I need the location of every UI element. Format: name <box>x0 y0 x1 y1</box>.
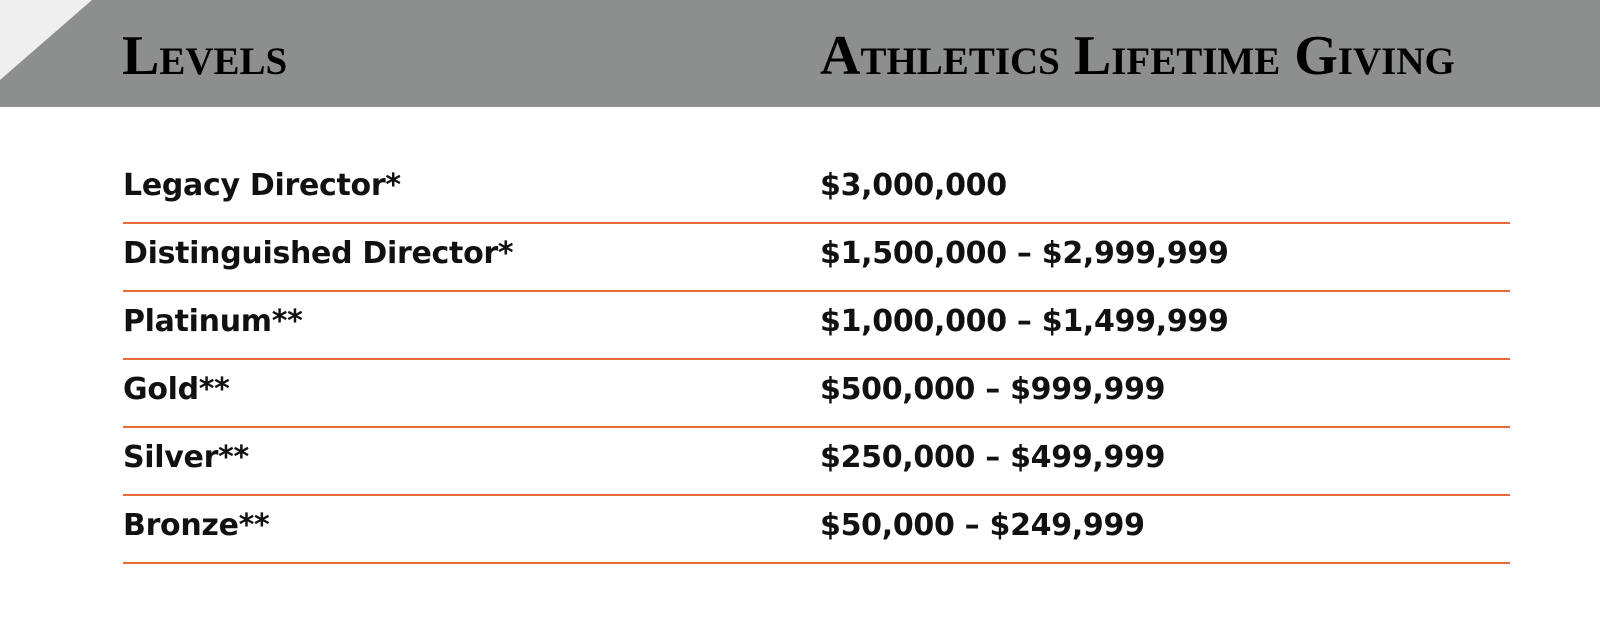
level-row-distinguished-director <box>123 224 1510 292</box>
level-row-platinum <box>123 292 1510 360</box>
level-name: Distinguished Director* <box>123 236 514 271</box>
level-name: Bronze** <box>123 508 270 543</box>
level-name: Silver** <box>123 440 249 475</box>
level-giving-range: $250,000 – $499,999 <box>820 440 1166 475</box>
level-name: Gold** <box>123 372 230 407</box>
level-name: Legacy Director* <box>123 168 401 203</box>
corner-fold-decoration <box>0 0 92 80</box>
level-giving-range: $1,500,000 – $2,999,999 <box>820 236 1229 271</box>
level-name: Platinum** <box>123 304 303 339</box>
level-giving-range: $3,000,000 <box>820 168 1007 203</box>
level-giving-range: $500,000 – $999,999 <box>820 372 1166 407</box>
level-giving-range: $50,000 – $249,999 <box>820 508 1145 543</box>
levels-column-title: Levels <box>122 25 288 87</box>
level-row-bronze <box>123 496 1510 564</box>
level-row-silver <box>123 428 1510 496</box>
giving-column-title: Athletics Lifetime Giving <box>820 25 1455 87</box>
levels-table <box>123 156 1510 564</box>
level-row-gold <box>123 360 1510 428</box>
level-row-legacy-director <box>123 156 1510 224</box>
header-band <box>0 0 1600 107</box>
level-giving-range: $1,000,000 – $1,499,999 <box>820 304 1229 339</box>
